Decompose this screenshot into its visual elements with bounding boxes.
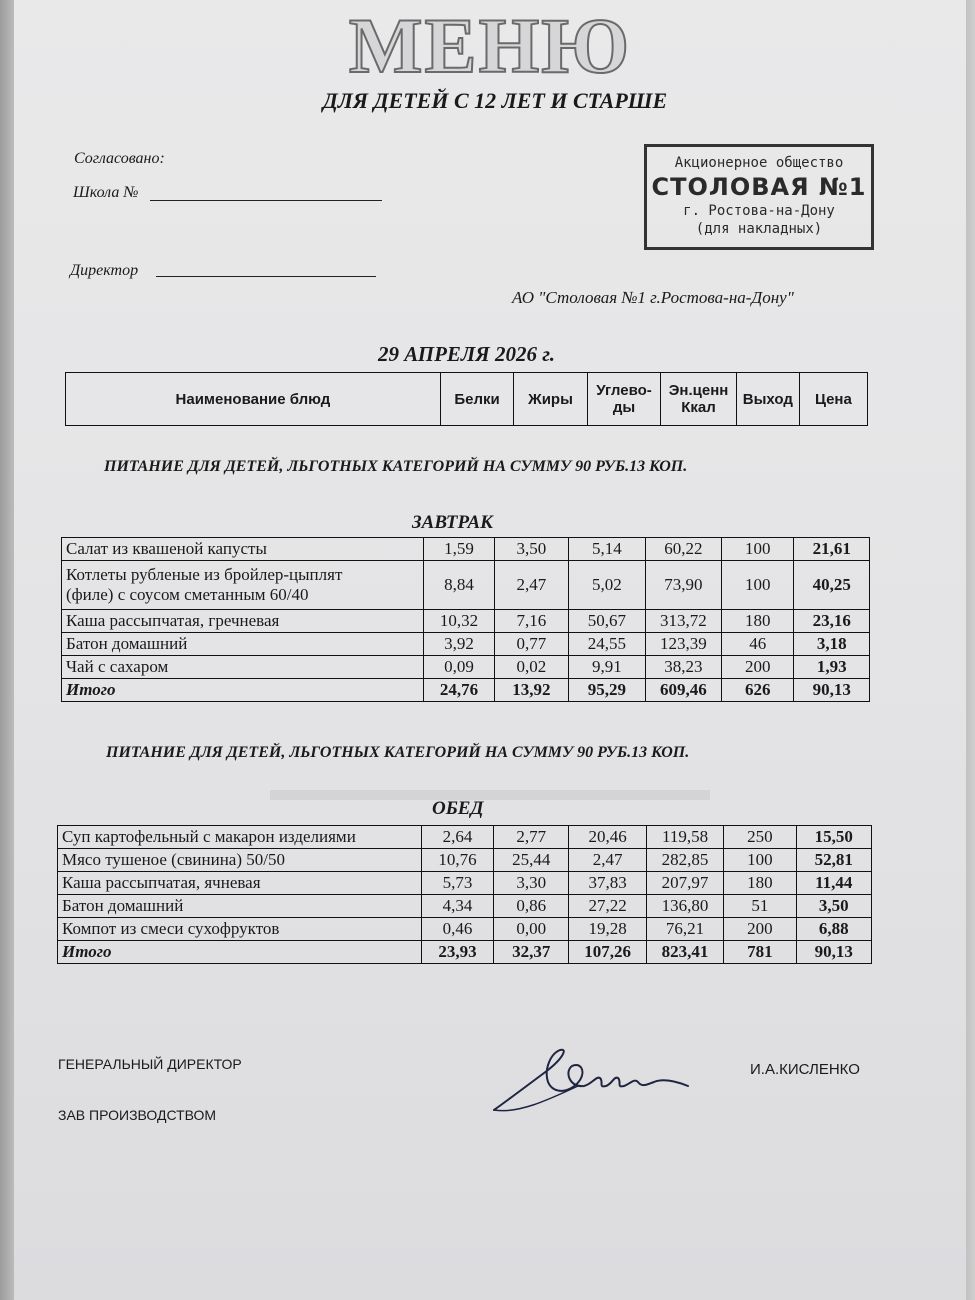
protein-cell: 4,34 xyxy=(421,895,493,918)
dish-name: Каша рассыпчатая, гречневая xyxy=(62,610,424,633)
carbs-cell: 19,28 xyxy=(569,918,646,941)
protein-total: 24,76 xyxy=(424,679,494,702)
yield-cell: 180 xyxy=(724,872,796,895)
column-energy-header xyxy=(661,373,737,426)
table-row xyxy=(58,872,872,895)
carbs-total: 95,29 xyxy=(569,679,645,702)
column-energy-header-2: Ккал xyxy=(681,399,716,416)
price-cell: 1,93 xyxy=(794,656,870,679)
table-row xyxy=(62,633,870,656)
protein-cell: 8,84 xyxy=(424,561,494,610)
total-label: Итого xyxy=(58,941,422,964)
price-cell: 15,50 xyxy=(796,826,871,849)
price-cell: 21,61 xyxy=(794,538,870,561)
school-label: Школа № xyxy=(73,184,139,201)
fat-cell: 0,00 xyxy=(494,918,569,941)
energy-cell: 119,58 xyxy=(646,826,723,849)
fat-total: 32,37 xyxy=(494,941,569,964)
document-title: МЕНЮ xyxy=(348,2,632,89)
column-name-header: Наименование блюд xyxy=(66,373,441,426)
protein-cell: 10,32 xyxy=(424,610,494,633)
menu-date: 29 АПРЕЛЯ 2026 г. xyxy=(378,342,556,366)
director-signature xyxy=(488,1030,698,1120)
fat-cell: 0,86 xyxy=(494,895,569,918)
production-manager-label: ЗАВ ПРОИЗВОДСТВОМ xyxy=(58,1107,217,1123)
fat-cell: 3,30 xyxy=(494,872,569,895)
breakfast-table xyxy=(61,537,870,702)
yield-cell: 200 xyxy=(724,918,796,941)
bleed-through-text xyxy=(270,790,710,800)
director-label: Директор xyxy=(70,262,139,279)
dish-name: Батон домашний xyxy=(62,633,424,656)
energy-cell: 60,22 xyxy=(645,538,721,561)
school-signature-line xyxy=(150,200,382,201)
energy-cell: 76,21 xyxy=(646,918,723,941)
lunch-section-label: ПИТАНИЕ ДЛЯ ДЕТЕЙ, ЛЬГОТНЫХ КАТЕГОРИЙ НА СУММУ 90 РУБ.13 КОП. xyxy=(106,744,690,761)
price-cell: 40,25 xyxy=(794,561,870,610)
carbs-cell: 5,02 xyxy=(569,561,645,610)
energy-total: 609,46 xyxy=(645,679,721,702)
dish-name: Суп картофельный с макарон изделиями xyxy=(58,826,422,849)
price-total: 90,13 xyxy=(794,679,870,702)
yield-cell: 100 xyxy=(722,561,794,610)
general-director-label: ГЕНЕРАЛЬНЫЙ ДИРЕКТОР xyxy=(58,1056,242,1072)
fat-cell: 0,02 xyxy=(494,656,568,679)
price-cell: 3,50 xyxy=(796,895,871,918)
stamp-line-2: СТОЛОВАЯ №1 xyxy=(651,173,867,201)
table-row xyxy=(58,918,872,941)
yield-cell: 46 xyxy=(722,633,794,656)
column-carbs-header-1: Углево- xyxy=(596,382,652,399)
total-row xyxy=(58,941,872,964)
carbs-total: 107,26 xyxy=(569,941,646,964)
dish-name-line-2: (филе) с соусом сметанным 60/40 xyxy=(66,585,309,604)
director-signature-line xyxy=(156,276,376,277)
table-row xyxy=(62,610,870,633)
energy-total: 823,41 xyxy=(646,941,723,964)
energy-cell: 207,97 xyxy=(646,872,723,895)
fat-cell: 0,77 xyxy=(494,633,568,656)
dish-name-line-1: Котлеты рубленые из бройлер-цыплят xyxy=(66,565,343,584)
price-cell: 11,44 xyxy=(796,872,871,895)
company-name: АО "Столовая №1 г.Ростова-на-Дону" xyxy=(512,288,794,307)
yield-cell: 200 xyxy=(722,656,794,679)
stamp-line-1: Акционерное общество xyxy=(674,155,844,171)
fat-cell: 2,77 xyxy=(494,826,569,849)
protein-cell: 5,73 xyxy=(421,872,493,895)
dish-name: Каша рассыпчатая, ячневая xyxy=(58,872,422,895)
carbs-cell: 27,22 xyxy=(569,895,646,918)
fat-total: 13,92 xyxy=(494,679,568,702)
carbs-cell: 5,14 xyxy=(569,538,645,561)
yield-cell: 250 xyxy=(724,826,796,849)
energy-cell: 38,23 xyxy=(645,656,721,679)
column-carbs-header xyxy=(587,373,660,426)
energy-cell: 313,72 xyxy=(645,610,721,633)
column-yield-header: Выход xyxy=(736,373,799,426)
carbs-cell: 9,91 xyxy=(569,656,645,679)
energy-cell: 136,80 xyxy=(646,895,723,918)
agreed-label: Согласовано: xyxy=(74,150,165,167)
protein-cell: 0,09 xyxy=(424,656,494,679)
stamp-line-4: (для накладных) xyxy=(695,221,823,237)
company-stamp xyxy=(644,144,874,250)
fat-cell: 2,47 xyxy=(494,561,568,610)
protein-total: 23,93 xyxy=(421,941,493,964)
dish-name: Батон домашний xyxy=(58,895,422,918)
energy-cell: 282,85 xyxy=(646,849,723,872)
table-row xyxy=(62,656,870,679)
fat-cell: 3,50 xyxy=(494,538,568,561)
fat-cell: 7,16 xyxy=(494,610,568,633)
protein-cell: 10,76 xyxy=(421,849,493,872)
document-subtitle: ДЛЯ ДЕТЕЙ С 12 ЛЕТ И СТАРШЕ xyxy=(322,88,668,113)
yield-cell: 180 xyxy=(722,610,794,633)
price-cell: 52,81 xyxy=(796,849,871,872)
lunch-table xyxy=(57,825,872,964)
column-protein-header: Белки xyxy=(440,373,513,426)
column-price-header: Цена xyxy=(799,373,867,426)
carbs-cell: 50,67 xyxy=(569,610,645,633)
dish-name: Салат из квашеной капусты xyxy=(62,538,424,561)
table-row xyxy=(58,849,872,872)
stamp-line-3: г. Ростова-на-Дону xyxy=(683,203,835,219)
carbs-cell: 20,46 xyxy=(569,826,646,849)
fat-cell: 25,44 xyxy=(494,849,569,872)
protein-cell: 1,59 xyxy=(424,538,494,561)
total-label: Итого xyxy=(62,679,424,702)
dish-name: Компот из смеси сухофруктов xyxy=(58,918,422,941)
table-row xyxy=(58,826,872,849)
protein-cell: 0,46 xyxy=(421,918,493,941)
protein-cell: 3,92 xyxy=(424,633,494,656)
dish-name xyxy=(62,561,424,610)
yield-cell: 100 xyxy=(724,849,796,872)
carbs-cell: 2,47 xyxy=(569,849,646,872)
price-cell: 23,16 xyxy=(794,610,870,633)
column-fat-header: Жиры xyxy=(514,373,587,426)
column-carbs-header-2: ды xyxy=(612,399,636,416)
table-row xyxy=(62,538,870,561)
table-row xyxy=(62,561,870,610)
columns-header-table xyxy=(65,372,868,426)
price-cell: 6,88 xyxy=(796,918,871,941)
breakfast-meal-label: ЗАВТРАК xyxy=(412,512,494,533)
general-director-name: И.А.КИСЛЕНКО xyxy=(750,1061,860,1078)
breakfast-section-label: ПИТАНИЕ ДЛЯ ДЕТЕЙ, ЛЬГОТНЫХ КАТЕГОРИЙ НА СУММУ 90 РУБ.13 КОП. xyxy=(104,458,688,475)
dish-name: Мясо тушеное (свинина) 50/50 xyxy=(58,849,422,872)
energy-cell: 73,90 xyxy=(645,561,721,610)
total-row xyxy=(62,679,870,702)
yield-total: 626 xyxy=(722,679,794,702)
carbs-cell: 37,83 xyxy=(569,872,646,895)
protein-cell: 2,64 xyxy=(421,826,493,849)
energy-cell: 123,39 xyxy=(645,633,721,656)
yield-total: 781 xyxy=(724,941,796,964)
carbs-cell: 24,55 xyxy=(569,633,645,656)
dish-name: Чай с сахаром xyxy=(62,656,424,679)
price-total: 90,13 xyxy=(796,941,871,964)
column-energy-header-1: Эн.ценн xyxy=(668,382,729,399)
table-row xyxy=(58,895,872,918)
lunch-meal-label: ОБЕД xyxy=(432,798,484,819)
yield-cell: 100 xyxy=(722,538,794,561)
price-cell: 3,18 xyxy=(794,633,870,656)
yield-cell: 51 xyxy=(724,895,796,918)
